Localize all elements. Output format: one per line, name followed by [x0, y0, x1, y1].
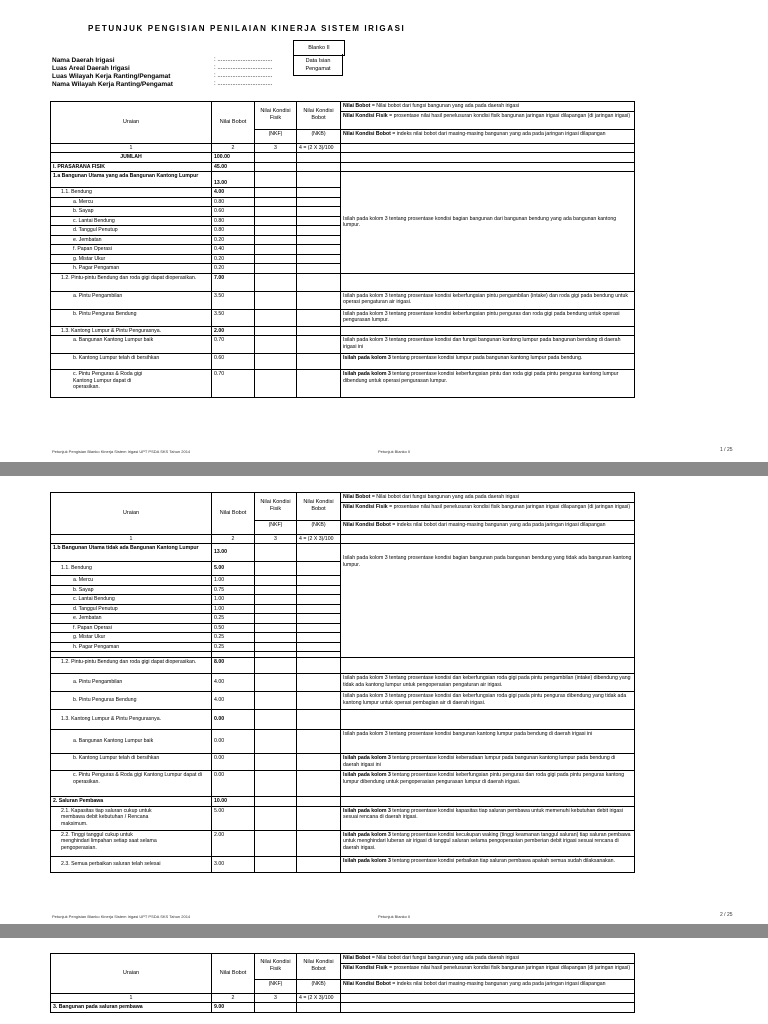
- note-kapasitas: Isilah pada kolom 3 tentang prosentase kondisi kapasitas tiap saluran pembawa untuk memenuhi kebutuhan debit irigasi sesuai rencana di daerah irigasi.: [341, 806, 635, 830]
- item-label: g. Mistar Ukur: [51, 633, 212, 643]
- def-kondisi-bobot: Nilai Kondisi Bobot = indeks nilai bobot dari masing-masing bangunan yang ada pada jaringan irigasi dilapangan: [341, 520, 635, 534]
- kinerja-table-page1: [50, 101, 635, 398]
- row-kl-baik: a. Bangunan Kantong Lumpur baik: [51, 730, 212, 754]
- col-num-2: 2: [212, 993, 255, 1003]
- def-bobot: Nilai Bobot = Nilai bobot dari fungsi bangunan yang ada pada daerah irigasi: [341, 102, 635, 112]
- blanko-label: Blanko II: [293, 40, 345, 56]
- row-bendung-value: 4.00: [212, 188, 255, 198]
- col-num-3: 3: [255, 534, 297, 544]
- item-value: 0.20: [212, 235, 255, 245]
- header-nkf: Nilai Kondisi Fisik: [255, 954, 297, 980]
- data-box: Data Isian Pengamat: [293, 54, 343, 76]
- note-bendung: Isilah pada kolom 3 tentang prosentase kondisi bagian bangunan pada bangunan bendung yang tidak ada bangunan kantong lumpur.: [341, 544, 635, 658]
- col-num-2: 2: [212, 534, 255, 544]
- header-nkb: Nilai Kondisi Bobot: [297, 954, 341, 980]
- col-num-4: 4 = (2 X 3)/100: [297, 534, 341, 544]
- jumlah-value: 100.00: [212, 153, 255, 163]
- row-kl-bersih: b. Kantong Lumpur telah di bersihkan: [51, 754, 212, 771]
- header-nilai-bobot: Nilai Bobot: [212, 493, 255, 535]
- note-pintu-pengambilan: Isilah pada kolom 3 tentang prosentase kondisi keberfungsian pintu pengambilan (intake) dan roda gigi pada bendung untuk operasi pengaturan air irigasi.: [341, 291, 635, 309]
- note-kl-pintu: Isilah pada kolom 3 tentang prosentase kondisi keberfungsian pintu dan roda gigi pada pintu penguras kantong lumpur dibendung untuk operasi pengurasan lumpur.: [341, 370, 635, 398]
- row-pintu-pengambilan-value: 3.50: [212, 291, 255, 309]
- item-value: 0.60: [212, 207, 255, 217]
- item-label: d. Tanggul Penutup: [51, 226, 212, 236]
- item-label: e. Jembatan: [51, 235, 212, 245]
- meta-wilayah-nama: Nama Wilayah Kerja Ranting/Pengamat: [52, 81, 173, 88]
- row-kapasitas: 2.1. Kapasitas tiap saluran cukup untuk membawa debit kebutuhan / Rencana maksimum.: [51, 806, 212, 830]
- kinerja-table-page2: [50, 492, 635, 873]
- row-tanggul: 2.2. Tinggi tanggul cukup untuk menghindari limpahan setiap saat selama pengoperasian.: [51, 830, 212, 856]
- item-label: d. Tanggul Penutup: [51, 604, 212, 614]
- item-value: 1.00: [212, 595, 255, 605]
- def-fisik: Nilai Kondisi Fisik = prosentase nilai hasil penelusuran kondisi fisik bangunan jaringan irigasi dilapangan (di jaringan irigasi): [341, 502, 635, 520]
- def-bobot: Nilai Bobot = Nilai bobot dari fungsi bangunan yang ada pada daerah irigasi: [341, 493, 635, 503]
- footer-mid: Petunjuk Blanko II: [378, 914, 411, 919]
- item-label: c. Lantai Bendung: [51, 595, 212, 605]
- row-bendung: 1.1. Bendung: [51, 562, 212, 576]
- header-nkf-code: (NKF): [255, 520, 297, 534]
- row-kantong-lumpur: 1.3. Kantong Lumpur & Pintu Pengurasnya.: [51, 326, 212, 336]
- item-label: h. Pagar Pengaman: [51, 264, 212, 274]
- row-bendung: 1.1. Bendung: [51, 188, 212, 198]
- page-1: [0, 0, 768, 462]
- row-pintu-pengambilan: a. Pintu Pengambilan: [51, 674, 212, 692]
- footer-text: Petunjuk Pengisian Blanko Kinerja Sistem Irigasi UPT PSDA SKS Tahun 2014: [52, 914, 191, 919]
- section-1b-value: 13.00: [212, 544, 255, 562]
- section-1b: 1.b Bangunan Utama tidak ada Bangunan Kantong Lumpur: [51, 544, 212, 562]
- item-label: b. Sayap: [51, 585, 212, 595]
- header-nkf: Nilai Kondisi Fisik: [255, 493, 297, 521]
- row-perbaikan: 2.3. Semua perbaikan saluran telah selesai: [51, 856, 212, 872]
- note-perbaikan: Isilah pada kolom 3 tentang prosentase kondisi perbaikan tiap saluran pembawa apakah semua sudah dilaksanakan.: [341, 856, 635, 872]
- note-kl-bersih: Isilah pada kolom 3 tentang prosentase kondisi lumpur pada bangunan kantong lumpur pada bendung.: [341, 354, 635, 370]
- row-pintu-penguras: b. Pintu Penguras Bendung: [51, 692, 212, 710]
- item-value: 0.25: [212, 642, 255, 652]
- def-fisik: Nilai Kondisi Fisik = prosentase nilai hasil penelusuran kondisi fisik bangunan jaringan irigasi dilapangan (di jaringan irigasi): [341, 963, 635, 979]
- item-value: 0.20: [212, 264, 255, 274]
- meta-dots: : .................................: [214, 73, 273, 79]
- meta-dots: : .................................: [214, 65, 273, 71]
- row-pintu-penguras-value: 4.00: [212, 692, 255, 710]
- row-pintu-value: 7.00: [212, 273, 255, 291]
- row-pintu-pengambilan-value: 4.00: [212, 674, 255, 692]
- col-num-2: 2: [212, 143, 255, 153]
- note-pintu-penguras: Isilah pada kolom 3 tentang prosentase kondisi keberfungsian pintu penguras dan roda gigi pada bendung untuk operasi pengurasan lumpur.: [341, 309, 635, 326]
- item-value: 0.80: [212, 226, 255, 236]
- row-kl-bersih-value: 0.00: [212, 754, 255, 771]
- meta-wilayah-luas: Luas Wilayah Kerja Ranting/Pengamat: [52, 73, 171, 80]
- row-kl-bersih-value: 0.60: [212, 354, 255, 370]
- section-prasarana: I. PRASARANA FISIK: [51, 162, 212, 172]
- col-num-4: 4 = (2 X 3)/100: [297, 993, 341, 1003]
- note-pintu-pengambilan: Isilah pada kolom 3 tentang prosentase kondisi dan keberfungsian roda gigi pada pintu pengambilan (intake) dibendung yang tidak ada kantong lumpur untuk pengoperasian pengaturan air irigasi.: [341, 674, 635, 692]
- header-uraian: Uraian: [51, 493, 212, 535]
- header-nkb: Nilai Kondisi Bobot: [297, 493, 341, 521]
- item-value: 0.50: [212, 623, 255, 633]
- row-kantong-lumpur-value: 2.00: [212, 326, 255, 336]
- header-nkb: Nilai Kondisi Bobot: [297, 102, 341, 130]
- document-title: PETUNJUK PENGISIAN PENILAIAN KINERJA SISTEM IRIGASI: [88, 24, 406, 33]
- item-label: h. Pagar Pengaman: [51, 642, 212, 652]
- meta-daerah: Nama Daerah Irigasi: [52, 57, 115, 64]
- row-pintu-pengambilan: a. Pintu Pengambilan: [51, 291, 212, 309]
- row-pintu-value: 8.00: [212, 658, 255, 674]
- item-value: 0.80: [212, 216, 255, 226]
- item-value: 0.75: [212, 585, 255, 595]
- header-nkb-code: (NKB): [297, 979, 341, 993]
- page-3: [0, 938, 768, 1024]
- item-label: c. Lantai Bendung: [51, 216, 212, 226]
- col-num-3: 3: [255, 993, 297, 1003]
- row-kl-pintu: c. Pintu Penguras & Roda gigi Kantong Lumpur dapat di operasikan.: [51, 771, 212, 797]
- col-num-1: 1: [51, 993, 212, 1003]
- row-kl-baik-value: 0.00: [212, 730, 255, 754]
- section-1a: 1.a Bangunan Utama yang ada Bangunan Kantong Lumpur: [51, 172, 212, 188]
- kinerja-table-page3: [50, 953, 635, 1013]
- item-label: f. Papan Operasi: [51, 245, 212, 255]
- note-kl-bersih: Isilah pada kolom 3 tentang prosentase kondisi keberadaan lumpur pada bangunan kantong lumpur pada bendung di daerah irigasi ini: [341, 754, 635, 771]
- section-1a-value: 13.00: [212, 172, 255, 188]
- page-number: 1 / 25: [720, 447, 733, 453]
- header-nkf-code: (NKF): [255, 129, 297, 143]
- def-kondisi-bobot: Nilai Kondisi Bobot = indeks nilai bobot dari masing-masing bangunan yang ada pada jaringan irigasi dilapangan: [341, 129, 635, 143]
- row-kantong-lumpur-value: 0.00: [212, 710, 255, 730]
- def-fisik: Nilai Kondisi Fisik = prosentase nilai hasil penelusuran kondisi fisik bangunan jaringan irigasi dilapangan (di jaringan irigasi): [341, 111, 635, 129]
- note-pintu-penguras: Isilah pada kolom 3 tentang prosentase kondisi dan keberfungsian roda gigi pada pintu penguras dibendung yang tidak ada kantong lumpur untuk operasi pembagian air di daerah irigasi.: [341, 692, 635, 710]
- meta-luas: Luas Areal Daerah Irigasi: [52, 65, 130, 72]
- def-bobot: Nilai Bobot = Nilai bobot dari fungsi bangunan yang ada pada daerah irigasi: [341, 954, 635, 964]
- meta-dots: : .................................: [214, 81, 273, 87]
- note-kl-baik: Isilah pada kolom 3 tentang prosentase kondisi bangunan kantong lumpur pada bendung di daerah irigasi ini: [341, 730, 635, 754]
- header-uraian: Uraian: [51, 102, 212, 144]
- header-nkb-code: (NKB): [297, 520, 341, 534]
- def-kondisi-bobot: Nilai Kondisi Bobot = indeks nilai bobot dari masing-masing bangunan yang ada pada jaringan irigasi dilapangan: [341, 979, 635, 993]
- section-prasarana-value: 45.00: [212, 162, 255, 172]
- footer-mid: Petunjuk Blanko II: [378, 449, 411, 454]
- row-kl-baik: a. Bangunan Kantong Lumpur baik: [51, 336, 212, 354]
- row-kl-baik-value: 0.70: [212, 336, 255, 354]
- item-label: g. Mistar Ukur: [51, 254, 212, 264]
- note-kl-baik: Isilah pada kolom 3 tentang prosentase kondisi dan fungsi bangunan kantong lumpur pada bangunan bendung di daerah irigasi ini: [341, 336, 635, 354]
- section-saluran: 2. Saluran Pembawa: [51, 797, 212, 807]
- row-kl-pintu-value: 0.70: [212, 370, 255, 398]
- header-nilai-bobot: Nilai Bobot: [212, 102, 255, 144]
- item-label: a. Mercu: [51, 197, 212, 207]
- note-kl-pintu: Isilah pada kolom 3 tentang prosentase kondisi keberfungsian pintu penguras dan roda gigi pada pintu penguras kantong lumpur dibendung untuk pengoperasian pengurasan lumpur di daerah irigasi.: [341, 771, 635, 797]
- row-kl-pintu: c. Pintu Penguras & Roda gigi Kantong Lumpur dapat di operasikan.: [51, 370, 212, 398]
- item-value: 0.80: [212, 197, 255, 207]
- jumlah-label: JUMLAH: [51, 153, 212, 163]
- header-nkf: Nilai Kondisi Fisik: [255, 102, 297, 130]
- header-nkb-code: (NKB): [297, 129, 341, 143]
- row-kl-pintu-value: 0.00: [212, 771, 255, 797]
- section-bangunan-saluran-value: 9.00: [212, 1003, 255, 1013]
- row-pintu: 1.2. Pintu-pintu Bendung dan roda gigi dapat dioperasikan.: [51, 273, 212, 291]
- item-value: 0.25: [212, 633, 255, 643]
- note-tanggul: Isilah pada kolom 3 tentang prosentase kondisi kecukupan waking (tinggi keamanan tanggul saluran) tiap saluran pembawa untuk menghindari luberan air irigasi di tanggul saluran selama pengoperasian pemberian debit irigasi sesuai rencana di daerah irigasi.: [341, 830, 635, 856]
- item-value: 0.25: [212, 614, 255, 624]
- footer-text: Petunjuk Pengisian Blanko Kinerja Sistem Irigasi UPT PSDA SKS Tahun 2014: [52, 449, 191, 454]
- item-label: a. Mercu: [51, 576, 212, 586]
- col-num-3: 3: [255, 143, 297, 153]
- item-label: e. Jembatan: [51, 614, 212, 624]
- page-2: [0, 476, 768, 924]
- item-label: b. Sayap: [51, 207, 212, 217]
- item-value: 1.00: [212, 576, 255, 586]
- col-num-4: 4 = (2 X 3)/100: [297, 143, 341, 153]
- row-tanggul-value: 2.00: [212, 830, 255, 856]
- row-pintu-penguras: b. Pintu Penguras Bendung: [51, 309, 212, 326]
- col-num-1: 1: [51, 143, 212, 153]
- row-pintu: 1.2. Pintu-pintu Bendung dan roda gigi dapat dioperasikan.: [51, 658, 212, 674]
- row-pintu-penguras-value: 3.50: [212, 309, 255, 326]
- row-perbaikan-value: 3.00: [212, 856, 255, 872]
- item-value: 0.40: [212, 245, 255, 255]
- item-value: 1.00: [212, 604, 255, 614]
- header-nkf-code: (NKF): [255, 979, 297, 993]
- row-kantong-lumpur: 1.3. Kantong Lumpur & Pintu Pengurasnya.: [51, 710, 212, 730]
- item-label: f. Papan Operasi: [51, 623, 212, 633]
- section-saluran-value: 10.00: [212, 797, 255, 807]
- section-bangunan-saluran: 3. Bangunan pada saluran pembawa: [51, 1003, 212, 1013]
- meta-dots: : .................................: [214, 57, 273, 63]
- col-num-1: 1: [51, 534, 212, 544]
- item-value: 0.20: [212, 254, 255, 264]
- row-kapasitas-value: 5.00: [212, 806, 255, 830]
- row-bendung-value: 5.00: [212, 562, 255, 576]
- header-nilai-bobot: Nilai Bobot: [212, 954, 255, 994]
- header-uraian: Uraian: [51, 954, 212, 994]
- note-bendung: Isilah pada kolom 3 tentang prosentase kondisi bagian bangunan dari bangunan bendung yang ada bangunan kantong lumpur.: [341, 172, 635, 274]
- row-kl-bersih: b. Kantong Lumpur telah di bersihkan: [51, 354, 212, 370]
- page-number: 2 / 25: [720, 912, 733, 918]
